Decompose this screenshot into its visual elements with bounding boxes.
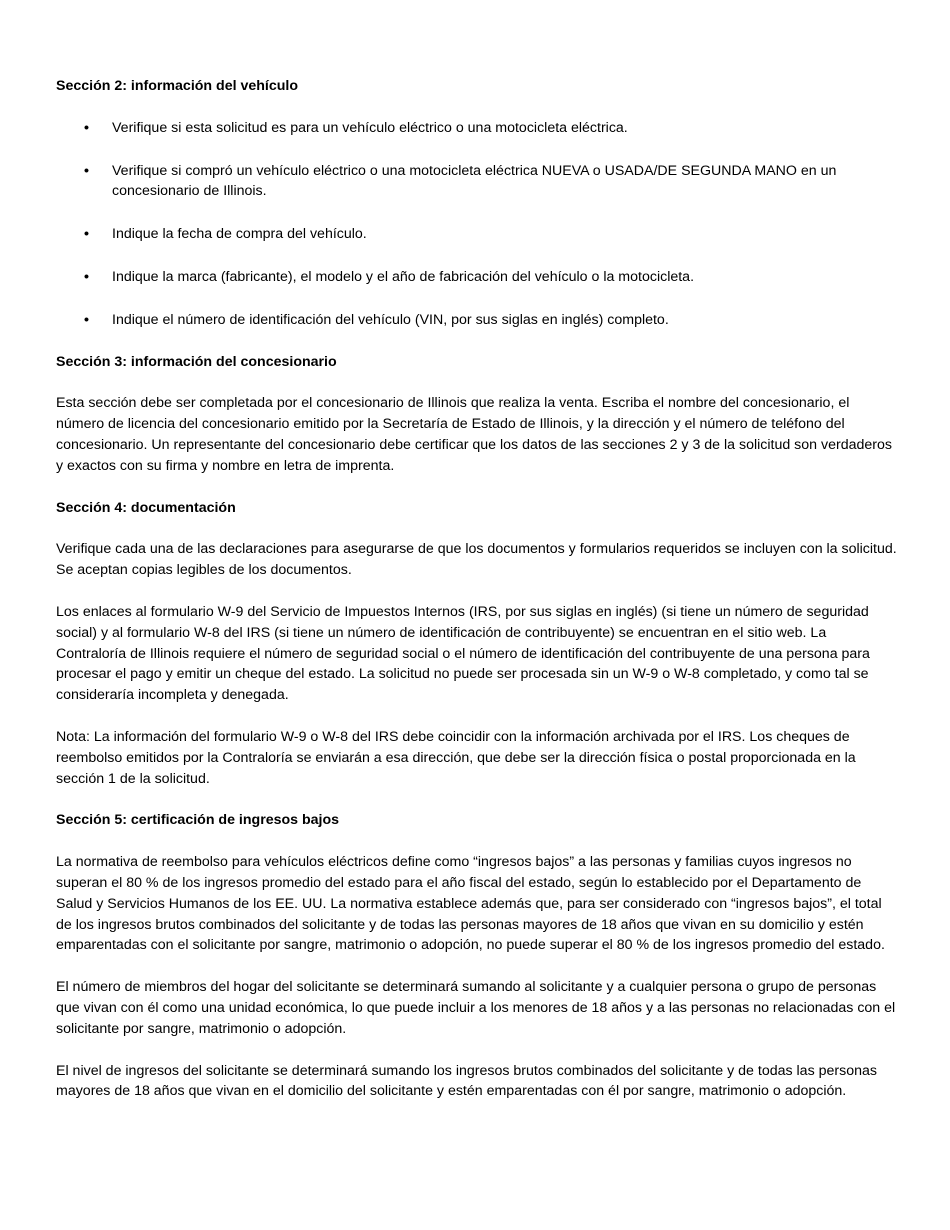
list-item	[56, 310, 898, 331]
section-4-heading: Sección 4: documentación	[56, 499, 236, 516]
list-item-text: Indique la fecha de compra del vehículo.	[112, 226, 367, 243]
list-item	[56, 118, 898, 139]
document-page	[56, 76, 898, 1123]
section-4-paragraph-2: Los enlaces al formulario W-9 del Servicio de Impuestos Internos (IRS, por sus siglas en inglés) (si tiene un número de seguridad social) y al formulario W-8 del IRS (si tiene un número de identificación de contribuyente) se encuentran en el sitio web. La Contraloría de Illinois requiere el número de seguridad social o el número de identificación del contribuyente de una persona para procesar el pago y emitir un cheque del estado. La solicitud no puede ser procesada sin un W-9 o W-8 completado, y como tal se consideraría incompleta y denegada.	[56, 603, 870, 704]
section-5-paragraph-3: El nivel de ingresos del solicitante se determinará sumando los ingresos brutos combinados del solicitante y de todas las personas mayores de 18 años que vivan en el domicilio del solicitante y estén emparentadas con él por sangre, matrimonio o adopción.	[56, 1062, 877, 1100]
bullet-icon: •	[84, 119, 89, 136]
list-item-text: Indique la marca (fabricante), el modelo y el año de fabricación del vehículo o la motocicleta.	[112, 268, 695, 285]
list-item	[56, 267, 898, 288]
bullet-icon: •	[84, 268, 89, 285]
section-5-heading: Sección 5: certificación de ingresos bajos	[56, 812, 340, 829]
bullet-icon: •	[84, 311, 89, 328]
list-item-text: Verifique si esta solicitud es para un vehículo eléctrico o una motocicleta eléctrica.	[112, 119, 628, 136]
list-item-text: Verifique si compró un vehículo eléctrico o una motocicleta eléctrica NUEVA o USADA/DE SEGUNDA MANO en un concesionario de Illinois.	[112, 162, 837, 200]
section-3-paragraph: Esta sección debe ser completada por el concesionario de Illinois que realiza la venta. Escriba el nombre del concesionario, el número de licencia del concesionario emitido por la Secretaría de Estado de Illinois, y la dirección y el número de teléfono del concesionario. Un representante del concesionario debe certificar que los datos de las secciones 2 y 3 de la solicitud son verdaderos y exactos con su firma y nombre en letra de imprenta.	[56, 395, 892, 474]
section-5-paragraph-1: La normativa de reembolso para vehículos eléctricos define como “ingresos bajos” a las personas y familias cuyos ingresos no superan el 80 % de los ingresos promedio del estado para el año fiscal del estado, según lo establecido por el Departamento de Salud y Servicios Humanos de los EE. UU. La normativa establece además que, para ser considerado con “ingresos bajos”, el total de los ingresos brutos combinados del solicitante y de todas las personas mayores de 18 años que vivan en su domicilio y estén emparentadas con el solicitante por sangre, matrimonio o adopción, no puede superar el 80 % de los ingresos promedio del estado.	[56, 854, 885, 954]
section-2-heading: Sección 2: información del vehículo	[56, 78, 299, 94]
section-2-bullet-list	[56, 118, 898, 331]
list-item	[56, 161, 898, 203]
list-item-text: Indique el número de identificación del vehículo (VIN, por sus siglas en inglés) completo.	[112, 311, 669, 328]
bullet-icon: •	[84, 226, 89, 243]
list-item	[56, 224, 898, 245]
bullet-icon: •	[84, 162, 89, 179]
section-4-note: Nota: La información del formulario W-9 o W-8 del IRS debe coincidir con la información archivada por el IRS. Los cheques de reembolso emitidos por la Contraloría se enviarán a esa dirección, que debe ser la dirección física o postal proporcionada en la sección 1 de la solicitud.	[56, 728, 856, 787]
section-4-paragraph-1: Verifique cada una de las declaraciones para asegurarse de que los documentos y formularios requeridos se incluyen con la solicitud. Se aceptan copias legibles de los documentos.	[56, 541, 897, 579]
section-3-heading: Sección 3: información del concesionario	[56, 353, 337, 370]
section-5-paragraph-2: El número de miembros del hogar del solicitante se determinará sumando al solicitante y a cualquier persona o grupo de personas que vivan con él como una unidad económica, lo que puede incluir a los menores de 18 años y a las personas no relacionadas con el solicitante por sangre, matrimonio o adopción.	[56, 979, 896, 1037]
